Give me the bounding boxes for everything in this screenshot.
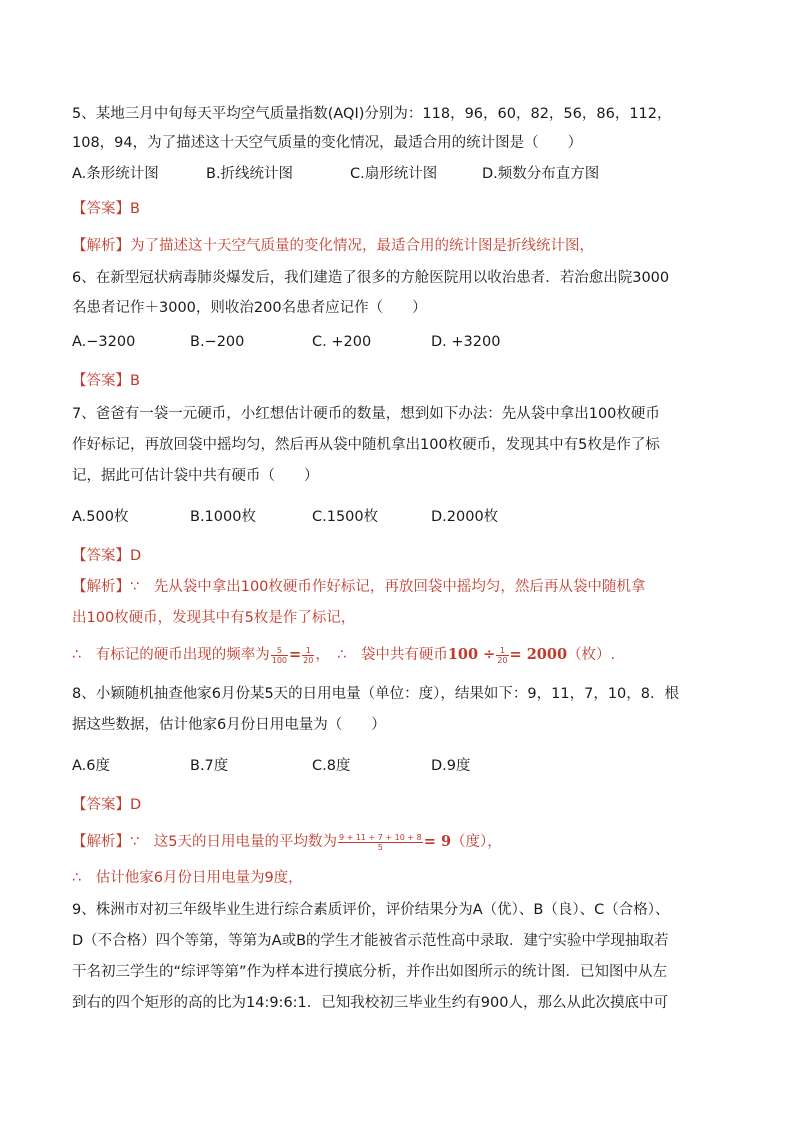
q8-exp-text-c: （度）， — [451, 834, 502, 850]
q8-options — [72, 756, 734, 776]
q7-fraction-2-denominator: 20 — [303, 655, 314, 665]
q8-option-d: D.9度 — [431, 758, 471, 774]
q6-options — [72, 332, 734, 352]
q6-answer: 【答案】B — [72, 373, 140, 389]
q5-stem-line-1: 5、某地三月中旬每天平均空气质量指数(AQI)分别为：118，96，60，82，56，86，112， — [72, 106, 672, 122]
q6-option-d: D. +3200 — [431, 334, 501, 350]
q7-option-c: C.1500枚 — [312, 509, 379, 525]
q7-exp-text-e: （枚）. — [567, 647, 616, 663]
q7-fraction-1-numerator: 5 — [271, 646, 288, 656]
q9-stem-line-3: 干名初三学生的“综评等第”作为样本进行摸底分析，并作出如图所示的统计图．已知图中从左 — [72, 964, 668, 980]
q7-options — [72, 507, 734, 527]
q8-exp-math-b: = 9 — [423, 833, 452, 850]
q7-equals: = — [289, 646, 302, 663]
q6-option-b: B.−200 — [190, 334, 245, 350]
q5-answer: 【答案】B — [72, 201, 140, 217]
q7-stem-line-3: 记，据此可估计袋中共有硬币（ ） — [72, 468, 319, 484]
q7-fraction-2 — [302, 646, 314, 665]
q6-stem-line-1: 6、在新型冠状病毒肺炎爆发后，我们建造了很多的方舱医院用以收治患者．若治愈出院3000 — [72, 270, 670, 286]
q5-stem-line-2: 108，94，为了描述这十天空气质量的变化情况，最适合用的统计图是（ ） — [72, 135, 583, 151]
q7-stem-line-1: 7、爸爸有一袋一元硬币，小红想估计硬币的数量，想到如下办法：先从袋中拿出100枚硬币 — [72, 406, 660, 422]
q7-fraction-3 — [496, 646, 508, 665]
q7-fraction-3-numerator: 1 — [496, 646, 508, 656]
q5-option-d: D.频数分布直方图 — [482, 166, 600, 182]
q7-option-a: A.500枚 — [72, 509, 129, 525]
q8-option-c: C.8度 — [312, 758, 351, 774]
q5-explanation: 【解析】为了描述这十天空气质量的变化情况，最适合用的统计图是折线统计图， — [72, 238, 594, 254]
q8-answer: 【答案】D — [72, 797, 142, 813]
q9-stem-line-1: 9、株洲市对初三年级毕业生进行综合素质评价，评价结果分为A（优）、B（良）、C（合格）、 — [72, 902, 670, 918]
q8-stem-line-2: 据这些数据，估计他家6月份日用电量为（ ） — [72, 717, 386, 733]
q7-explanation-line-1: 【解析】∵ 先从袋中拿出100枚硬币作好标记，再放回袋中摇均匀，然后再从袋中随机拿 — [72, 579, 646, 595]
q7-exp-math-d: = 2000 — [509, 646, 568, 663]
q6-option-a: A.−3200 — [72, 334, 136, 350]
q8-option-a: A.6度 — [72, 758, 110, 774]
q8-explanation-line-2: ∴ 估计他家6月份日用电量为9度， — [72, 870, 303, 886]
q8-explanation-line-1 — [72, 832, 734, 852]
q7-explanation-line-2: 出100枚硬币，发现其中有5枚是作了标记， — [72, 610, 356, 626]
q6-stem-line-2: 名患者记作＋3000，则收治200名患者应记作（ ） — [72, 300, 427, 316]
q7-stem-line-2: 作好标记，再放回袋中摇均匀，然后再从袋中随机拿出100枚硬币，发现其中有5枚是作了标 — [72, 437, 660, 453]
q5-option-a: A.条形统计图 — [72, 166, 159, 182]
q9-stem-line-2: D（不合格）四个等第，等第为A或B的学生才能被省示范性高中录取．建宁实验中学现抽取若 — [72, 933, 669, 949]
q7-option-d: D.2000枚 — [431, 509, 499, 525]
q8-fraction-numerator: 9 + 11 + 7 + 10 + 8 — [338, 832, 422, 842]
q8-fraction — [338, 833, 423, 852]
q8-fraction-denominator: 5 — [377, 842, 383, 852]
q8-stem-line-1: 8、小颖随机抽查他家6月份某5天的日用电量（单位：度），结果如下：9，11，7，10，8．根 — [72, 686, 680, 702]
q5-options — [72, 164, 734, 184]
q7-fraction-1 — [271, 646, 288, 665]
q7-fraction-1-denominator: 100 — [271, 655, 288, 665]
q6-option-c: C. +200 — [312, 334, 372, 350]
q8-option-b: B.7度 — [190, 758, 229, 774]
q7-exp-math-c: 100 ÷ — [447, 646, 496, 663]
q7-fraction-3-denominator: 20 — [497, 655, 508, 665]
q5-option-c: C.扇形统计图 — [350, 166, 438, 182]
q7-explanation-line-3 — [72, 645, 734, 665]
q7-exp-text-a: ∴ 有标记的硬币出现的频率为 — [72, 647, 270, 663]
q7-option-b: B.1000枚 — [190, 509, 256, 525]
q8-exp-text-a: 【解析】∵ 这5天的日用电量的平均数为 — [72, 834, 337, 850]
q7-exp-text-b: ， ∴ 袋中共有硬币 — [315, 647, 448, 663]
q7-fraction-2-numerator: 1 — [302, 646, 314, 656]
q7-answer: 【答案】D — [72, 548, 142, 564]
q9-stem-line-4: 到右的四个矩形的高的比为14:9:6:1．已知我校初三毕业生约有900人，那么从此次摸底中可 — [72, 995, 668, 1011]
q5-option-b: B.折线统计图 — [206, 166, 294, 182]
